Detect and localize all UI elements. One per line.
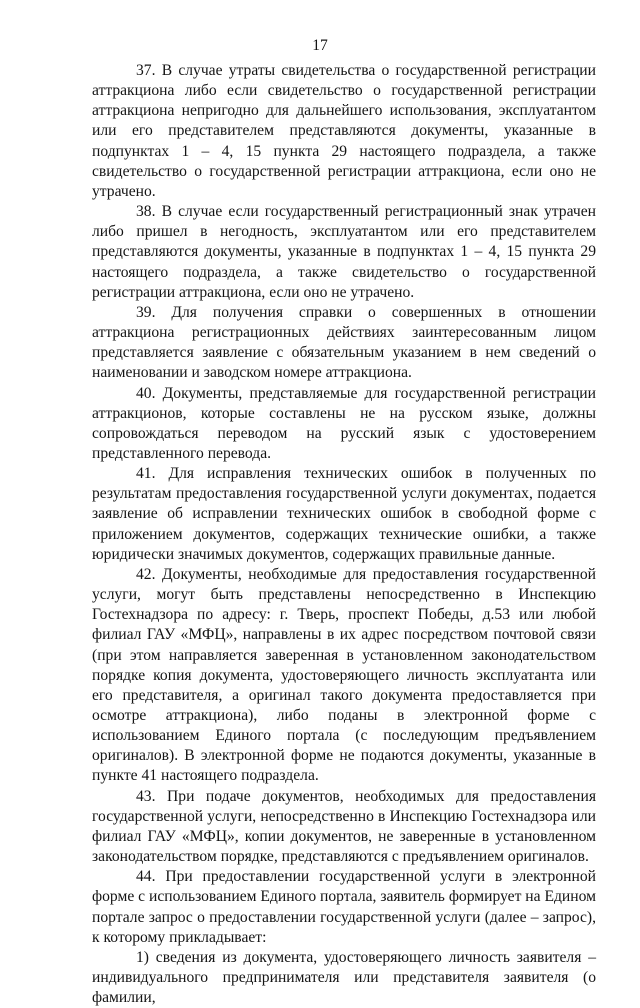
paragraph-37: 37. В случае утраты свидетельства о государственной регистрации аттракциона либо если свидетельство о государственной регистрации аттракциона непригодно для дальнейшего использования, эксплуатантом или его представителем представляются документы, указанные в подпунктах 1 – 4, 15 пункта 29 настоящего подраздела, а также свидетельство о государственной регистрации аттракциона, если оно не утрачено. — [92, 62, 596, 200]
paragraph-40: 40. Документы, представляемые для государственной регистрации аттракционов, которые составлены не на русском языке, должны сопровождаться переводом на русский язык с удостоверением представленного перевода. — [92, 384, 596, 462]
paragraph-43: 43. При подаче документов, необходимых для предоставления государственной услуги, непосредственно в Инспекцию Гостехнадзора или филиал ГАУ «МФЦ», копии документов, не заверенные в установленном законодательством порядке, представляются с предъявлением оригиналов. — [92, 787, 596, 866]
page-number: 17 — [312, 37, 328, 54]
document-body — [92, 61, 596, 1008]
paragraph-41: 41. Для исправления технических ошибок в полученных по результатам предоставления государственной услуги документах, подается заявление об исправлении технических ошибок в свободной форме с приложением документов, содержащих технические ошибки, а также юридически значимых документов, содержащих правильные данные. — [92, 465, 596, 563]
paragraph-42: 42. Документы, необходимые для предоставления государственной услуги, могут быть представлены непосредственно в Инспекцию Гостехнадзора по адресу: г. Тверь, проспект Победы, д.53 или любой филиал ГАУ «МФЦ», направлены в их адрес посредством почтовой связи (при этом направляется заверенная в установленном законодательством порядке копия документа, удостоверяющего личность эксплуатанта или его представителя, а оригинал такого документа предоставляется при осмотре аттракциона), либо поданы в электронной форме с использованием Единого портала (с последующим предъявлением оригиналов). В электронной форме не подаются документы, указанные в пункте 41 настоящего подраздела. — [92, 565, 596, 785]
paragraph-39: 39. Для получения справки о совершенных в отношении аттракциона регистрационных действиях заинтересованным лицом представляется заявление с обязательным указанием в нем сведений о наименовании и заводском номере аттракциона. — [92, 303, 596, 382]
paragraph-44: 44. При предоставлении государственной услуги в электронной форме с использованием Единого портала, заявитель формирует на Едином портале запрос о предоставлении государственной услуги (далее – запрос), к которому прикладывает: — [92, 868, 596, 946]
paragraph-44-item-1: 1) сведения из документа, удостоверяющего личность заявителя – индивидуального предпринимателя или представителя заявителя (о фамилии, — [92, 948, 596, 1007]
paragraph-38: 38. В случае если государственный регистрационный знак утрачен либо пришел в негодность, эксплуатантом или его представителем представляются документы, указанные в подпунктах 1 – 4, 15 пункта 29 настоящего подраздела, а также свидетельство о государственной регистрации аттракциона, если оно не утрачено. — [92, 203, 596, 301]
